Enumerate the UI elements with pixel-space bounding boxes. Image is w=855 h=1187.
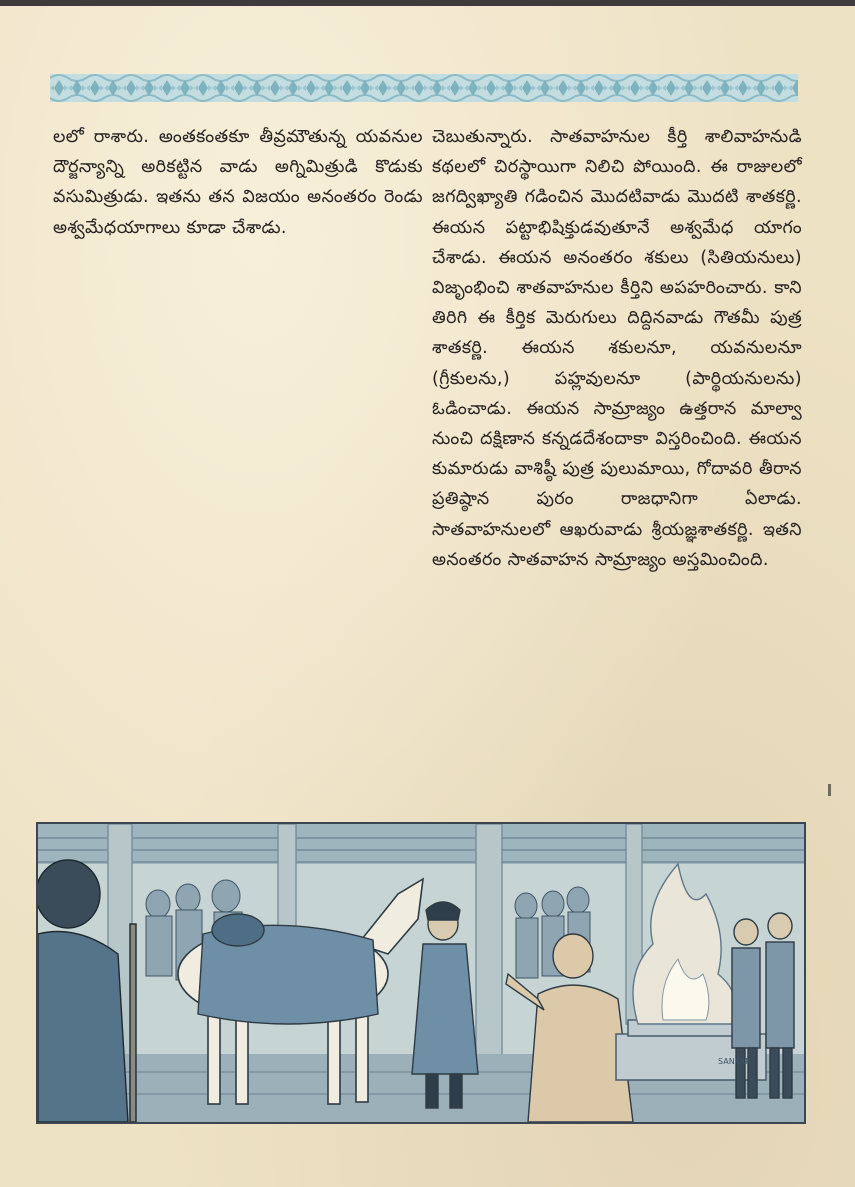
artist-signature: SANKAR	[718, 1057, 751, 1066]
article-right-column	[432, 122, 802, 575]
article-left-column	[53, 122, 423, 243]
decorative-border-band	[50, 70, 798, 106]
page-top-edge	[0, 0, 855, 6]
court-scene-illustration	[36, 822, 806, 1124]
right-paragraph-1: చెబుతున్నారు. సాతవాహనుల కీర్తి శాలివాహనుడి కథలలో చిరస్థాయిగా నిలిచి పోయింది. ఈ రాజులలో జగద్విఖ్యాతి గడించిన మొదటివాడు మొదటి శాతకర్ణి. ఈయన పట్టాభిషిక్తుడవుతూనే అశ్వమేధ యాగం చేశాడు. ఈయన అనంతరం శకులు (సితియనులు) విజృంభించి శాతవాహనుల కీర్తిని అపహరించారు. కాని తిరిగి ఈ కీర్తిక మెరుగులు దిద్దినవాడు గౌతమీ పుత్ర శాతకర్ణి. ఈయన శకులనూ, యవనులనూ (గ్రీకులను,) పహ్లవులనూ (పార్థియనులను) ఓడించాడు. ఈయన సామ్రాజ్యం ఉత్తరాన మాల్వా నుంచి దక్షిణాన కన్నడదేశందాకా విస్తరించింది. ఈయన కుమారుడు వాశిష్ఠీ పుత్ర పులుమాయి, గోదావరి తీరాన ప్రతిష్ఠాన పురం రాజధానిగా ఏలాడు. సాతవాహనులలో ఆఖరువాడు శ్రీయజ్ఞశాతకర్ణి. ఇతని అనంతరం సాతవాహన సామ్రాజ్యం అస్తమించింది.	[432, 127, 802, 570]
margin-mark	[828, 784, 831, 796]
illustration-drawing	[38, 824, 804, 1122]
left-paragraph-1: లలో రాశారు. అంతకంతకూ తీవ్రమౌతున్న యవనుల దౌర్జన్యాన్ని అరికట్టిన వాడు అగ్నిమిత్రుడి కొడుకు వసుమిత్రుడు. ఇతను తన విజయం అనంతరం రెండు అశ్వమేధయాగాలు కూడా చేశాడు.	[53, 127, 423, 238]
